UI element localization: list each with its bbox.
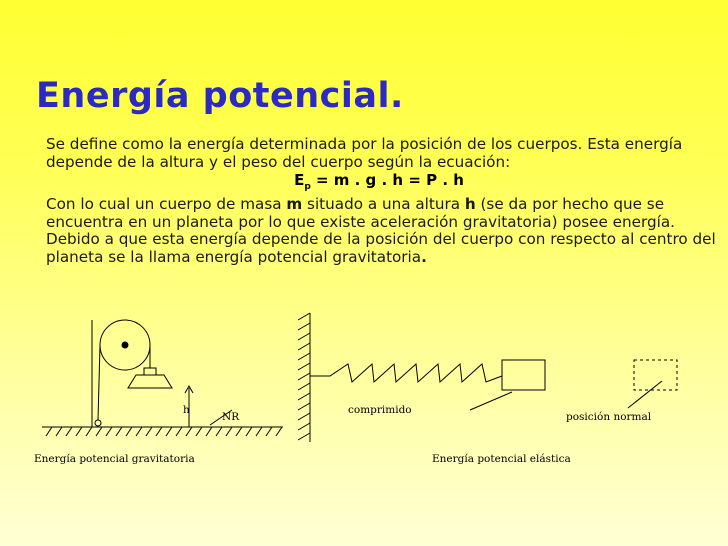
gravitational-diagram (42, 320, 283, 436)
mass-hook (144, 368, 156, 375)
explanation-part3: (se da por hecho que se encuentra en un planeta por lo que existe aceleración gravitatoria) posee energía. Debido a que esta energía depende de la posición del cuerpo con respecto al centro del planeta se la llama energía potencial gravitatoria (46, 195, 716, 266)
explanation-end: . (421, 247, 427, 266)
elastic-caption: Energía potencial elástica (432, 453, 571, 465)
intro-paragraph: Se define como la energía determinada por la posición de los cuerpos. Esta energía depende de la altura y el peso del cuerpo según la ecuación: (46, 135, 683, 171)
rope-left (98, 345, 100, 420)
reference-level-label: NR (222, 411, 240, 423)
normal-position-block (634, 360, 677, 390)
explanation-part2: situado a una altura (302, 195, 465, 213)
hanging-mass (128, 375, 172, 388)
spring-block (502, 360, 545, 390)
height-label: h (183, 404, 190, 416)
formula-subscript: p (304, 182, 311, 192)
mass-symbol: m (286, 195, 303, 213)
gravitational-caption: Energía potencial gravitatoria (34, 453, 195, 465)
height-symbol: h (464, 195, 476, 213)
ground-hatching (46, 427, 282, 436)
compressed-label: comprimido (348, 404, 412, 416)
formula-symbol: E (294, 171, 305, 189)
rope-anchor (95, 420, 101, 426)
normal-pointer (628, 381, 662, 408)
normal-position-label: posición normal (566, 411, 652, 423)
compressed-pointer (470, 392, 512, 410)
slide-title: Energía potencial. (36, 76, 404, 116)
compressed-spring (310, 364, 502, 382)
explanation-part1: Con lo cual un cuerpo de masa (46, 195, 287, 213)
pulley-axle (122, 342, 128, 348)
formula-rhs: = m . g . h = P . h (310, 171, 464, 189)
wall-hatching (298, 313, 310, 440)
